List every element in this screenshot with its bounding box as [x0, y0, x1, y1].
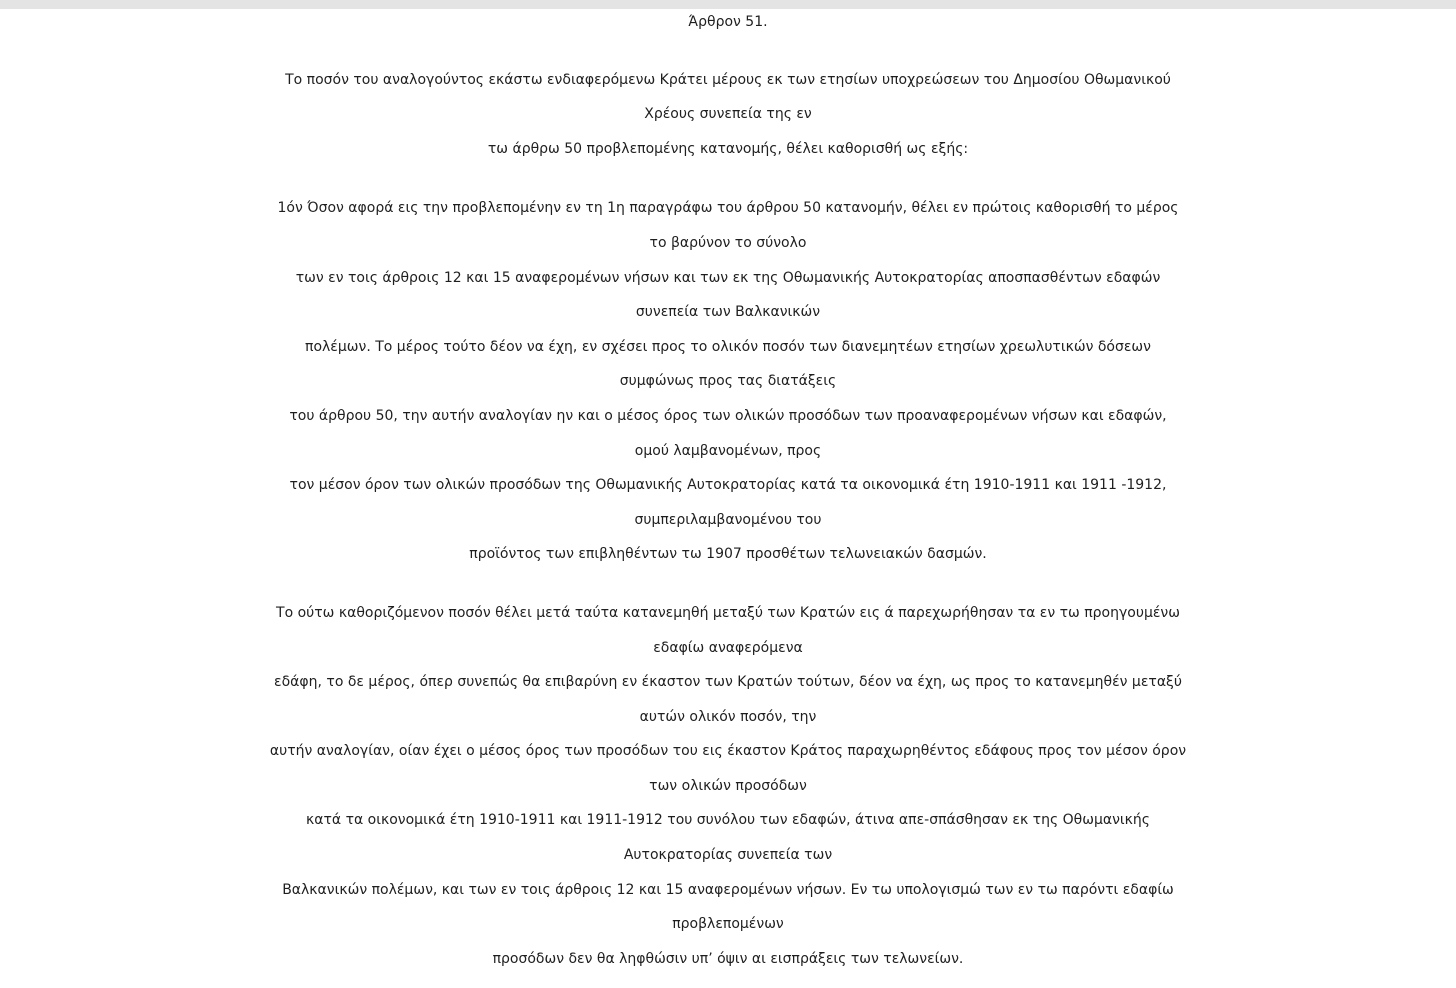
paragraph-line: των ολικών προσόδων [649, 777, 807, 794]
paragraph-line: συνεπεία των Βαλκανικών [635, 304, 821, 321]
paragraph-distribution [0, 596, 1456, 977]
paragraph-line: εδάφη, το δε μέρος, όπερ συνεπώς θα επιβαρύνη εν έκαστον των Κρατών τούτων, δέον να έχη, ως προς το κατανεμηθέν μεταξύ [274, 674, 1182, 691]
paragraph-line: αυτών ολικόν ποσόν, την [639, 708, 817, 725]
paragraph-line: Το ούτω καθοριζόμενον ποσόν θέλει μετά ταύτα κατανεμηθή μεταξύ των Κρατών εις ά παρεχωρήθησαν τα εν τω προηγουμένω [276, 604, 1180, 621]
paragraph-line: Χρέους συνεπεία της εν [644, 106, 812, 123]
paragraph-line: προϊόντος των επιβληθέντων τω 1907 προσθέτων τελωνειακών δασμών. [469, 546, 987, 563]
paragraph-line: κατά τα οικονομικά έτη 1910-1911 και 1911-1912 του συνόλου των εδαφών, άτινα απε-σπάσθησαν εκ της Οθωμανικής [305, 812, 1150, 829]
paragraph-line: συμφώνως προς τας διατάξεις [619, 373, 837, 390]
paragraph-line: Αυτοκρατορίας συνεπεία των [623, 847, 833, 864]
paragraph-line: του άρθρου 50, την αυτήν αναλογίαν ην και ο μέσος όρος των ολικών προσόδων των προαναφερομένων νήσων και εδαφών, [289, 407, 1167, 424]
paragraph-line: συμπεριλαμβανομένου του [634, 511, 822, 528]
paragraph-line: Το ποσόν του αναλογούντος εκάστω ενδιαφερόμενω Κράτει μέρους εκ των ετησίων υποχρεώσεων του Δημοσίου Οθωμανικού [285, 71, 1171, 88]
article-text [0, 5, 1456, 976]
article-heading: Άρθρον 51. [688, 14, 768, 30]
paragraph-line: το βαρύνον το σύνολο [649, 234, 807, 251]
paragraph-line: ομού λαμβανομένων, προς [634, 442, 822, 459]
paragraph-line: αυτήν αναλογίαν, οίαν έχει ο μέσος όρος των προσόδων του εις έκαστον Κράτος παραχωρηθέντος εδάφους προς τον μέσον όρον [269, 743, 1187, 760]
paragraph-line: 1όν Όσον αφορά εις την προβλεπομένην εν τη 1η παραγράφω του άρθρου 50 κατανομήν, θέλει εν πρώτοις καθορισθή το μέρος [277, 200, 1179, 217]
paragraph-line: εδαφίω αναφερόμενα [653, 639, 803, 656]
paragraph-first-clause [0, 191, 1456, 572]
paragraph-line: τω άρθρω 50 προβλεπομένης κατανομής, θέλει καθορισθή ως εξής: [487, 140, 969, 157]
paragraph-line: πολέμων. Το μέρος τούτο δέον να έχη, εν σχέσει προς το ολικόν ποσόν των διανεμητέων ετησίων χρεωλυτικών δόσεων [305, 338, 1151, 355]
paragraph-line: προσόδων δεν θα ληφθώσιν υπ’ όψιν αι εισπράξεις των τελωνείων. [492, 950, 964, 967]
paragraph-line: προβλεπομένων [672, 916, 784, 933]
paragraph-line: Βαλκανικών πολέμων, και των εν τοις άρθροις 12 και 15 αναφερομένων νήσων. Εν τω υπολογισμώ των εν τω παρόντι εδαφίω [282, 881, 1174, 898]
paragraph-intro [0, 63, 1456, 167]
paragraph-line: τον μέσον όρον των ολικών προσόδων της Οθωμανικής Αυτοκρατορίας κατά τα οικονομικά έτη 1910-1911 και 1911 -1912, [289, 477, 1167, 494]
paragraph-line: των εν τοις άρθροις 12 και 15 αναφερομένων νήσων και των εκ της Οθωμανικής Αυτοκρατορίας αποσπασθέντων εδαφών [295, 269, 1161, 286]
